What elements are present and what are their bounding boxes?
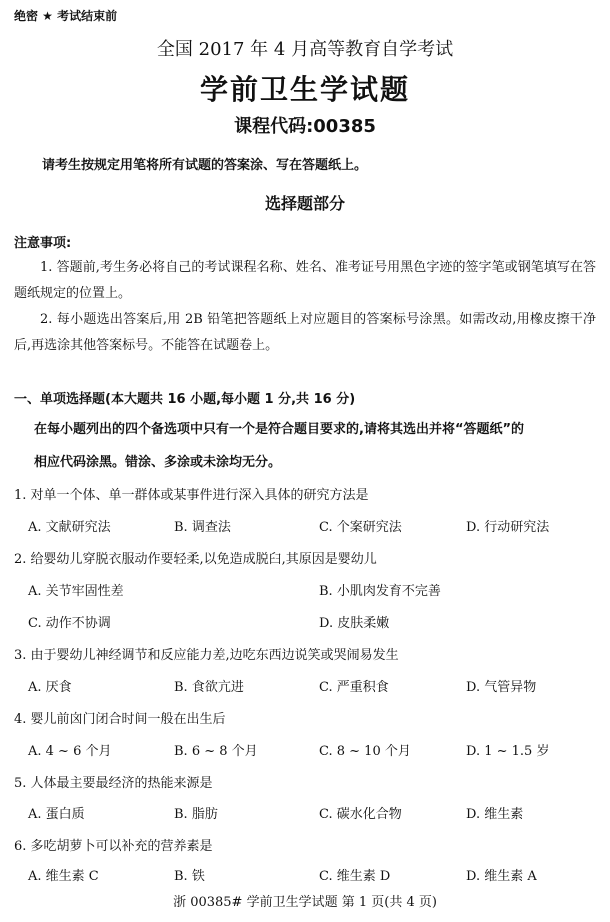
- answer-option: A. 厌食: [28, 680, 72, 695]
- answer-option: B. 调查法: [174, 520, 231, 535]
- answer-option: C. 严重积食: [319, 680, 389, 695]
- answer-option: C. 8 ~ 10 个月: [319, 744, 411, 759]
- answer-option: B. 铁: [174, 869, 205, 884]
- question-stem: 1. 对单一个体、单一群体或某事件进行深入具体的研究方法是: [14, 488, 369, 503]
- answer-option: A. 维生素 C: [28, 869, 99, 884]
- answer-option: A. 文献研究法: [28, 520, 111, 535]
- answer-option: D. 1 ~ 1.5 岁: [466, 744, 550, 759]
- question-stem: 4. 婴儿前囟门闭合时间一般在出生后: [14, 712, 226, 727]
- note-item: 2. 每小题选出答案后,用 2B 铅笔把答题纸上对应题目的答案标号涂黑。如需改动,用橡皮擦干净后,再选涂其他答案标号。不能答在试题卷上。: [14, 312, 596, 353]
- part-directions: 相应代码涂黑。错涂、多涂或未涂均无分。: [34, 455, 282, 470]
- answer-option: B. 小肌肉发育不完善: [319, 584, 441, 599]
- part-directions: 在每小题列出的四个备选项中只有一个是符合题目要求的,请将其选出并将“答题纸”的: [34, 422, 525, 437]
- exam-session-title: 全国 2017 年 4 月高等教育自学考试: [156, 39, 454, 60]
- answer-option: D. 维生素 A: [466, 869, 537, 884]
- answer-option: B. 6 ~ 8 个月: [174, 744, 258, 759]
- question-stem: 6. 多吃胡萝卜可以补充的营养素是: [14, 839, 213, 854]
- confidential-label: 绝密 ★ 考试结束前: [14, 9, 118, 23]
- part-heading: 一、单项选择题(本大题共 16 小题,每小题 1 分,共 16 分): [14, 392, 356, 407]
- question-stem: 2. 给婴幼儿穿脱衣服动作要轻柔,以免造成脱臼,其原因是婴幼儿: [14, 552, 377, 567]
- answer-option: B. 食欲亢进: [174, 680, 244, 695]
- notes-title: 注意事项:: [14, 236, 72, 251]
- answer-option: C. 个案研究法: [319, 520, 402, 535]
- answer-option: C. 动作不协调: [28, 616, 111, 631]
- subject-title: 学前卫生学试题: [199, 73, 410, 106]
- answer-option: A. 4 ~ 6 个月: [28, 744, 112, 759]
- answer-option: D. 维生素: [466, 807, 524, 822]
- course-code: 课程代码:00385: [234, 116, 376, 137]
- answer-option: A. 关节牢固性差: [28, 584, 124, 599]
- answer-option: A. 蛋白质: [28, 807, 85, 822]
- question-stem: 3. 由于婴幼儿神经调节和反应能力差,边吃东西边说笑或哭闹易发生: [14, 648, 399, 663]
- answer-option: D. 皮肤柔嫩: [319, 616, 390, 631]
- answer-option: B. 脂肪: [174, 807, 218, 822]
- note-item: 1. 答题前,考生务必将自己的考试课程名称、姓名、准考证号用黑色字迹的签字笔或钢笔填写在答题纸规定的位置上。: [14, 260, 596, 301]
- question-stem: 5. 人体最主要最经济的热能来源是: [14, 776, 213, 791]
- answer-option: C. 碳水化合物: [319, 807, 402, 822]
- page-footer: 浙 00385# 学前卫生学试题 第 1 页(共 4 页): [173, 895, 437, 910]
- answer-option: D. 行动研究法: [466, 520, 550, 535]
- answer-instruction: 请考生按规定用笔将所有试题的答案涂、写在答题纸上。: [42, 158, 368, 173]
- section-title: 选择题部分: [264, 194, 345, 213]
- answer-option: D. 气管异物: [466, 680, 537, 695]
- answer-option: C. 维生素 D: [319, 869, 391, 884]
